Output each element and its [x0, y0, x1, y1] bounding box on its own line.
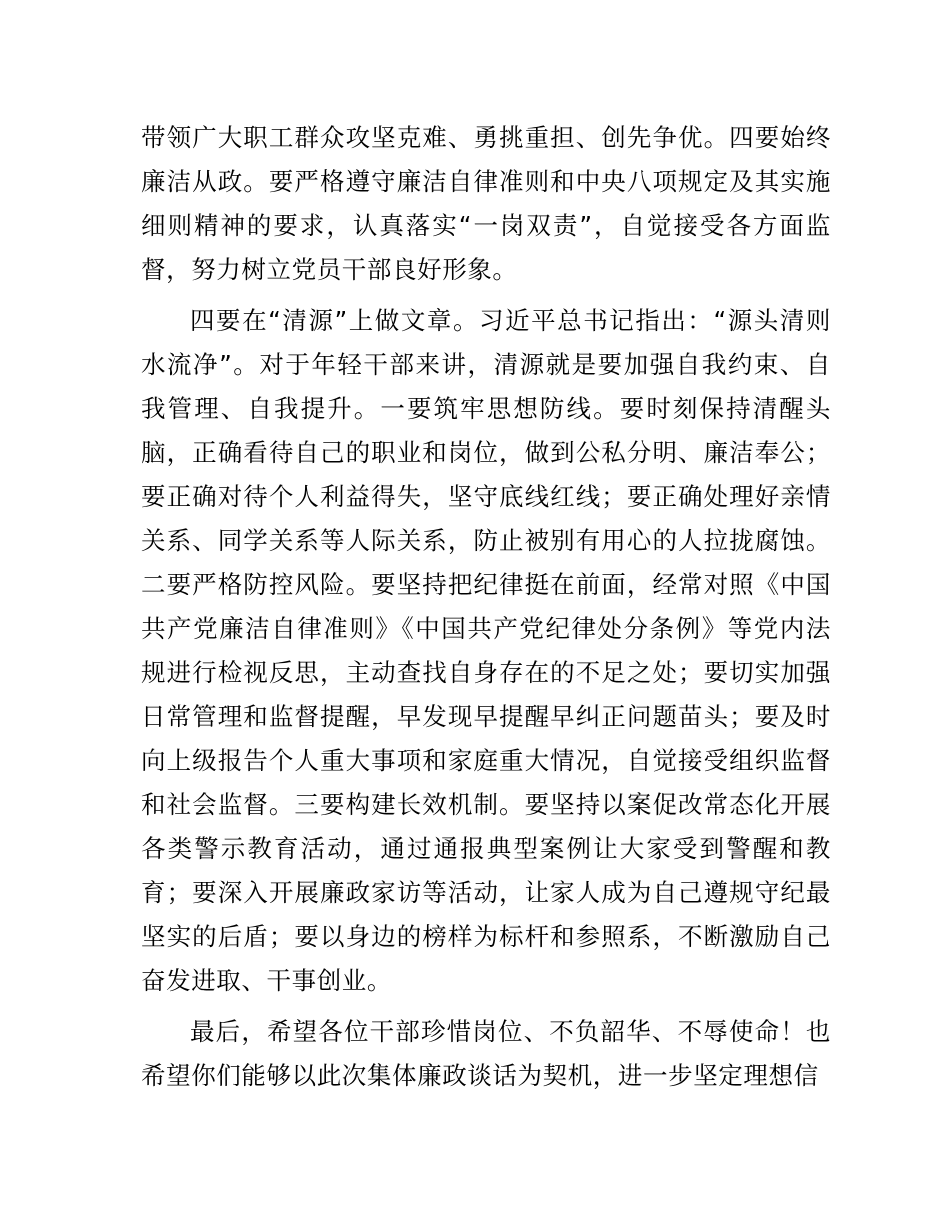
paragraph-qingyuan: 四要在“清源”上做文章。习近平总书记指出：“源头清则水流净”。对于年轻干部来讲，清源就是要加强自我约束、自我管理、自我提升。一要筑牢思想防线。要时刻保持清醒头脑，正确看待自己的职业和岗位，做到公私分明、廉洁奉公；要正确对待个人利益得失，坚守底线红线；要正确处理好亲情关系、同学关系等人际关系，防止被别有用心的人拉拢腐蚀。二要严格防控风险。要坚持把纪律挺在前面，经常对照《中国共产党廉洁自律准则》《中国共产党纪律处分条例》等党内法规进行检视反思，主动查找自身存在的不足之处；要切实加强日常管理和监督提醒，早发现早提醒早纠正问题苗头；要及时向上级报告个人重大事项和家庭重大情况，自觉接受组织监督和社会监督。三要构建长效机制。要坚持以案促改常态化开展各类警示教育活动，通过通报典型案例让大家受到警醒和教育；要深入开展廉政家访等活动，让家人成为自己遵规守纪最坚实的后盾；要以身边的榜样为标杆和参照系，不断激励自己奋发进取、干事创业。 — [141, 306, 831, 995]
document-body — [141, 116, 831, 1098]
paragraph-closing: 最后，希望各位干部珍惜岗位、不负韶华、不辱使命！也希望你们能够以此次集体廉政谈话为契机，进一步坚定理想信 — [141, 1017, 831, 1090]
paragraph-continuation: 带领广大职工群众攻坚克难、勇挑重担、创先争优。四要始终廉洁从政。要严格遵守廉洁自律准则和中央八项规定及其实施细则精神的要求，认真落实“一岗双责”，自觉接受各方面监督，努力树立党员干部良好形象。 — [141, 123, 831, 284]
